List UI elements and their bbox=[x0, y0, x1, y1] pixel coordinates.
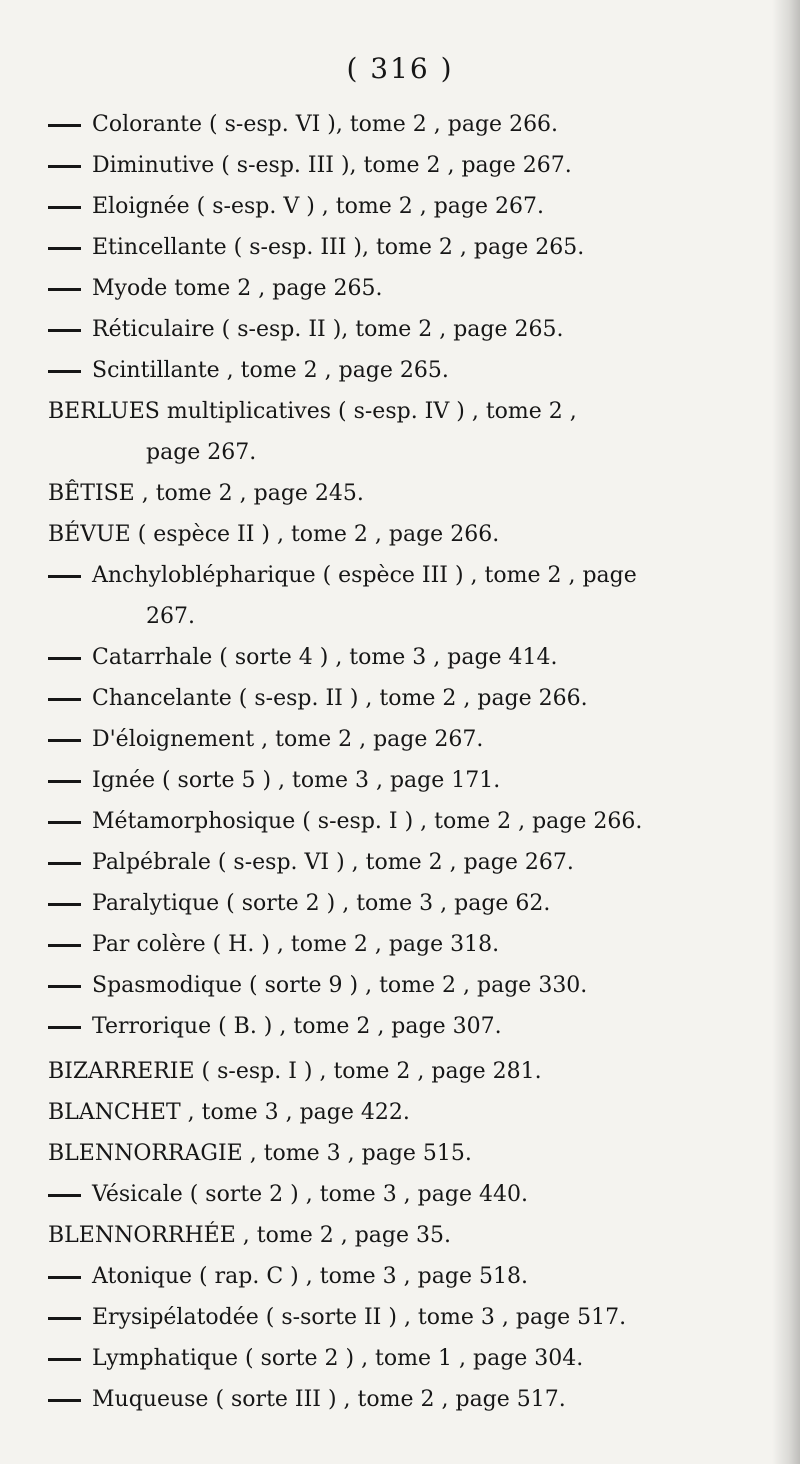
entry-text: Scintillante , tome 2 , page 265. bbox=[92, 358, 449, 383]
em-dash-mark bbox=[48, 575, 81, 578]
index-subentry bbox=[0, 1297, 790, 1338]
em-dash-mark bbox=[48, 288, 81, 291]
index-subentry bbox=[0, 678, 790, 719]
index-subentry bbox=[0, 719, 790, 760]
entry-text: Diminutive ( s-esp. III ), tome 2 , page 267. bbox=[92, 153, 572, 178]
entry-text: Atonique ( rap. C ) , tome 3 , page 518. bbox=[92, 1264, 528, 1289]
index-subentry bbox=[0, 309, 790, 350]
entry-text: BLENNORRAGIE , tome 3 , page 515. bbox=[48, 1141, 472, 1166]
entry-text: Palpébrale ( s-esp. VI ) , tome 2 , page 267. bbox=[92, 850, 574, 875]
index-subentry bbox=[0, 1006, 790, 1047]
entry-text: Terrorique ( B. ) , tome 2 , page 307. bbox=[92, 1014, 502, 1039]
index-subentry bbox=[0, 637, 790, 678]
entry-text: BÊTISE , tome 2 , page 245. bbox=[48, 481, 364, 506]
index-subentry bbox=[0, 1256, 790, 1297]
em-dash-mark bbox=[48, 1276, 81, 1279]
em-dash-mark bbox=[48, 698, 81, 701]
entry-text: Myode tome 2 , page 265. bbox=[92, 276, 383, 301]
entry-text: Spasmodique ( sorte 9 ) , tome 2 , page 330. bbox=[92, 973, 588, 998]
index-entry bbox=[0, 391, 790, 432]
index-entry bbox=[0, 1092, 790, 1133]
em-dash-mark bbox=[48, 1026, 81, 1029]
em-dash-mark bbox=[48, 862, 81, 865]
em-dash-mark bbox=[48, 903, 81, 906]
index-subentry bbox=[0, 1174, 790, 1215]
index-subentry bbox=[0, 268, 790, 309]
index-subentry bbox=[0, 227, 790, 268]
index-subentry bbox=[0, 555, 790, 596]
entry-text: BIZARRERIE ( s-esp. I ) , tome 2 , page 281. bbox=[48, 1059, 542, 1084]
entry-text: page 267. bbox=[146, 440, 257, 465]
index-subentry bbox=[0, 842, 790, 883]
entry-text: Muqueuse ( sorte III ) , tome 2 , page 517. bbox=[92, 1387, 566, 1412]
em-dash-mark bbox=[48, 329, 81, 332]
index-entry bbox=[0, 1133, 790, 1174]
em-dash-mark bbox=[48, 739, 81, 742]
index-subentry bbox=[0, 883, 790, 924]
em-dash-mark bbox=[48, 1399, 81, 1402]
index-subentry bbox=[0, 965, 790, 1006]
entry-text: BLENNORRHÉE , tome 2 , page 35. bbox=[48, 1223, 452, 1248]
entry-text: Métamorphosique ( s-esp. I ) , tome 2 , page 266. bbox=[92, 809, 643, 834]
index-subentry bbox=[0, 104, 790, 145]
index-subentry bbox=[0, 145, 790, 186]
index-entry bbox=[0, 473, 790, 514]
index-entry bbox=[0, 1051, 790, 1092]
entry-text: 267. bbox=[146, 604, 195, 629]
em-dash-mark bbox=[48, 1317, 81, 1320]
entry-text: Par colère ( H. ) , tome 2 , page 318. bbox=[92, 932, 500, 957]
em-dash-mark bbox=[48, 165, 81, 168]
entry-text: Chancelante ( s-esp. II ) , tome 2 , page 266. bbox=[92, 686, 588, 711]
index-subentry bbox=[0, 186, 790, 227]
entry-text: Vésicale ( sorte 2 ) , tome 3 , page 440. bbox=[92, 1182, 528, 1207]
entry-text: Paralytique ( sorte 2 ) , tome 3 , page 62. bbox=[92, 891, 551, 916]
entry-text: BÉVUE ( espèce II ) , tome 2 , page 266. bbox=[48, 522, 500, 547]
entry-text: Eloignée ( s-esp. V ) , tome 2 , page 267. bbox=[92, 194, 544, 219]
em-dash-mark bbox=[48, 1358, 81, 1361]
index-subentry bbox=[0, 1338, 790, 1379]
em-dash-mark bbox=[48, 657, 81, 660]
index-subentry bbox=[0, 760, 790, 801]
entry-text: Etincellante ( s-esp. III ), tome 2 , page 265. bbox=[92, 235, 585, 260]
entry-text: Réticulaire ( s-esp. II ), tome 2 , page 265. bbox=[92, 317, 564, 342]
em-dash-mark bbox=[48, 985, 81, 988]
em-dash-mark bbox=[48, 821, 81, 824]
em-dash-mark bbox=[48, 944, 81, 947]
index-entry-list bbox=[0, 104, 790, 1420]
em-dash-mark bbox=[48, 370, 81, 373]
index-entry bbox=[0, 514, 790, 555]
index-entry-continuation bbox=[0, 596, 790, 637]
entry-text: Ignée ( sorte 5 ) , tome 3 , page 171. bbox=[92, 768, 501, 793]
em-dash-mark bbox=[48, 1194, 81, 1197]
index-subentry bbox=[0, 1379, 790, 1420]
entry-text: Anchyloblépharique ( espèce III ) , tome 2 , page bbox=[92, 563, 637, 588]
entry-text: D'éloignement , tome 2 , page 267. bbox=[92, 727, 484, 752]
em-dash-mark bbox=[48, 206, 81, 209]
index-subentry bbox=[0, 924, 790, 965]
entry-text: Lymphatique ( sorte 2 ) , tome 1 , page 304. bbox=[92, 1346, 584, 1371]
index-entry bbox=[0, 1215, 790, 1256]
page-number: ( 316 ) bbox=[346, 52, 454, 85]
em-dash-mark bbox=[48, 247, 81, 250]
index-subentry bbox=[0, 350, 790, 391]
entry-text: BLANCHET , tome 3 , page 422. bbox=[48, 1100, 410, 1125]
entry-text: BERLUES multiplicatives ( s-esp. IV ) , tome 2 , bbox=[48, 399, 577, 424]
entry-text: Catarrhale ( sorte 4 ) , tome 3 , page 414. bbox=[92, 645, 558, 670]
index-entry-continuation bbox=[0, 432, 790, 473]
em-dash-mark bbox=[48, 780, 81, 783]
index-subentry bbox=[0, 801, 790, 842]
entry-text: Colorante ( s-esp. VI ), tome 2 , page 266. bbox=[92, 112, 559, 137]
em-dash-mark bbox=[48, 124, 81, 127]
entry-text: Erysipélatodée ( s-sorte II ) , tome 3 , page 517. bbox=[92, 1305, 627, 1330]
